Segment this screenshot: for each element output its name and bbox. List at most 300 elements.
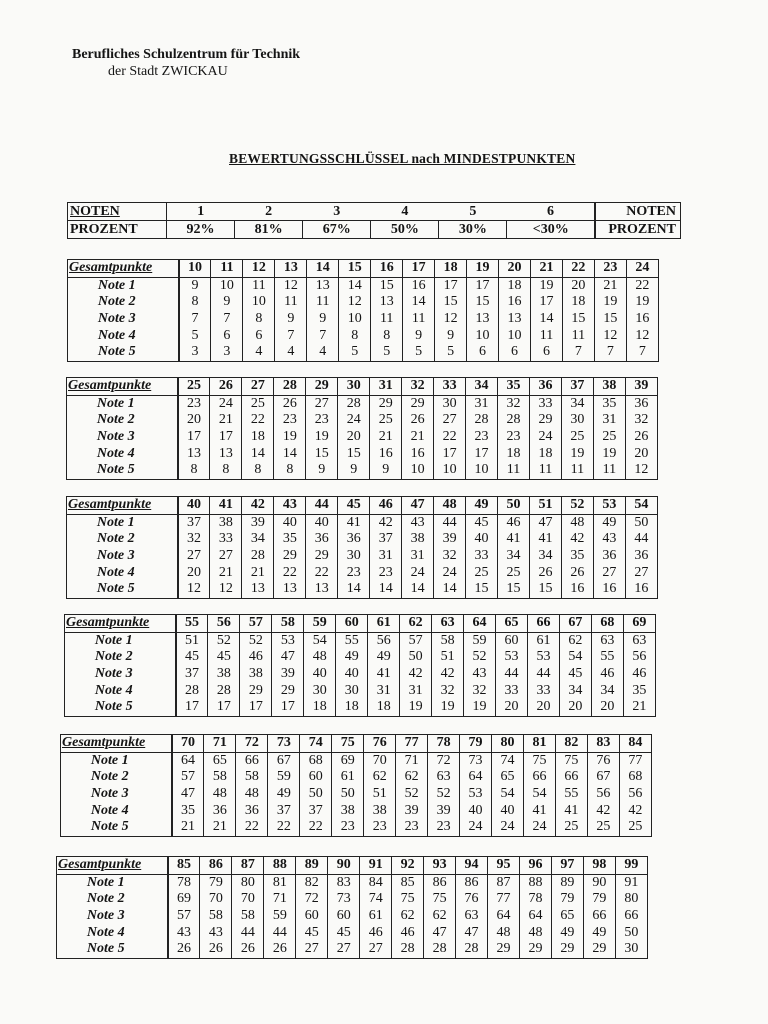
total-points-cell: 37 [561, 378, 593, 396]
min-points-cell: 37 [178, 514, 210, 531]
min-points-cell: 6 [530, 344, 562, 361]
grade-points-row [68, 311, 659, 328]
min-points-cell: 78 [519, 891, 551, 908]
grade-points-row [68, 277, 659, 294]
min-points-cell: 30 [304, 682, 336, 699]
total-points-cell: 18 [435, 260, 467, 278]
min-points-cell: 58 [204, 769, 236, 786]
min-points-cell: 12 [625, 462, 657, 479]
total-points-cell: 40 [178, 497, 210, 515]
min-points-cell: 11 [243, 277, 275, 294]
min-points-cell: 13 [499, 311, 531, 328]
grade-points-row [68, 294, 659, 311]
min-points-cell: 34 [559, 682, 591, 699]
min-points-cell: 15 [562, 311, 594, 328]
min-points-cell: 76 [587, 752, 619, 769]
grade-label: Note 4 [67, 445, 178, 462]
min-points-cell: 25 [593, 429, 625, 446]
min-points-cell: 11 [371, 311, 403, 328]
grade-label: Note 4 [65, 682, 176, 699]
min-points-cell: 28 [338, 395, 370, 412]
min-points-cell: 29 [274, 548, 306, 565]
min-points-cell: 23 [396, 819, 428, 836]
min-points-cell: 79 [551, 891, 583, 908]
total-points-cell: 77 [396, 735, 428, 753]
min-points-cell: 65 [492, 769, 524, 786]
min-points-cell: 12 [275, 277, 307, 294]
total-points-cell: 17 [403, 260, 435, 278]
min-points-cell: 28 [242, 548, 274, 565]
total-points-cell: 63 [432, 615, 464, 633]
min-points-cell: 29 [306, 548, 338, 565]
min-points-cell: 48 [236, 786, 268, 803]
min-points-cell: 31 [400, 682, 432, 699]
grade-points-row [67, 395, 658, 412]
grade-points-row [68, 327, 659, 344]
min-points-cell: 26 [402, 412, 434, 429]
total-points-cell: 44 [306, 497, 338, 515]
min-points-cell: 19 [274, 429, 306, 446]
min-points-cell: 9 [435, 327, 467, 344]
total-points-cell: 84 [619, 735, 651, 753]
min-points-cell: 88 [519, 874, 551, 891]
min-points-cell: 70 [232, 891, 264, 908]
min-points-cell: 8 [243, 311, 275, 328]
min-points-cell: 63 [623, 632, 655, 649]
min-points-cell: 12 [594, 327, 626, 344]
total-points-cell: 70 [172, 735, 204, 753]
min-points-cell: 45 [208, 649, 240, 666]
min-points-cell: 55 [336, 632, 368, 649]
min-points-cell: 20 [178, 564, 210, 581]
points-table [66, 377, 658, 480]
grade-points-row [67, 514, 658, 531]
min-points-cell: 6 [211, 327, 243, 344]
grade-row [68, 203, 681, 221]
min-points-cell: 16 [370, 445, 402, 462]
school-city: der Stadt ZWICKAU [108, 64, 228, 79]
min-points-cell: 32 [464, 682, 496, 699]
total-points-cell: 42 [242, 497, 274, 515]
min-points-cell: 25 [587, 819, 619, 836]
min-points-cell: 14 [403, 294, 435, 311]
grade-points-row [67, 462, 658, 479]
min-points-cell: 62 [392, 908, 424, 925]
min-points-cell: 32 [432, 682, 464, 699]
min-points-cell: 21 [172, 819, 204, 836]
min-points-cell: 48 [204, 786, 236, 803]
prozent-label: PROZENT [68, 221, 167, 239]
total-points-cell: 94 [456, 857, 488, 875]
min-points-cell: 23 [274, 412, 306, 429]
total-points-cell: 35 [498, 378, 530, 396]
min-points-cell: 38 [364, 802, 396, 819]
min-points-cell: 33 [466, 548, 498, 565]
min-points-cell: 15 [529, 581, 561, 598]
total-points-cell: 98 [583, 857, 615, 875]
min-points-cell: 13 [306, 581, 338, 598]
total-points-cell: 20 [499, 260, 531, 278]
min-points-cell: 80 [232, 874, 264, 891]
min-points-cell: 69 [168, 891, 200, 908]
min-points-cell: 10 [499, 327, 531, 344]
min-points-cell: 16 [561, 581, 593, 598]
min-points-cell: 12 [626, 327, 658, 344]
min-points-cell: 10 [467, 327, 499, 344]
min-points-cell: 62 [559, 632, 591, 649]
total-points-cell: 78 [428, 735, 460, 753]
total-points-cell: 29 [306, 378, 338, 396]
min-points-cell: 50 [332, 786, 364, 803]
min-points-cell: 7 [626, 344, 658, 361]
min-points-cell: 57 [168, 908, 200, 925]
min-points-cell: 33 [210, 531, 242, 548]
min-points-cell: 21 [594, 277, 626, 294]
min-points-cell: 7 [594, 344, 626, 361]
min-points-cell: 12 [435, 311, 467, 328]
min-points-cell: 30 [434, 395, 466, 412]
total-points-cell: 68 [591, 615, 623, 633]
min-points-cell: 9 [211, 294, 243, 311]
min-points-cell: 62 [396, 769, 428, 786]
min-points-cell: 78 [168, 874, 200, 891]
min-points-cell: 47 [272, 649, 304, 666]
min-points-cell: 37 [300, 802, 332, 819]
min-points-cell: 9 [403, 327, 435, 344]
min-points-cell: 19 [626, 294, 658, 311]
grade-label: Note 2 [57, 891, 168, 908]
min-points-cell: 14 [274, 445, 306, 462]
min-points-cell: 11 [561, 462, 593, 479]
total-points-cell: 79 [460, 735, 492, 753]
min-points-cell: 51 [364, 786, 396, 803]
noten-label-right: NOTEN [595, 203, 681, 221]
grade-points-row [61, 802, 652, 819]
grade-label: Note 4 [67, 564, 178, 581]
min-points-cell: 59 [264, 908, 296, 925]
total-points-cell: 16 [371, 260, 403, 278]
min-points-cell: 66 [555, 769, 587, 786]
min-points-cell: 27 [210, 548, 242, 565]
min-points-cell: 23 [466, 429, 498, 446]
min-points-cell: 40 [492, 802, 524, 819]
min-points-cell: 26 [200, 941, 232, 958]
min-points-cell: 10 [402, 462, 434, 479]
min-points-cell: 24 [460, 819, 492, 836]
min-points-cell: 40 [274, 514, 306, 531]
min-points-cell: 15 [371, 277, 403, 294]
min-points-cell: 24 [529, 429, 561, 446]
min-points-cell: 7 [562, 344, 594, 361]
min-points-cell: 18 [498, 445, 530, 462]
min-points-cell: 79 [583, 891, 615, 908]
min-points-cell: 39 [272, 666, 304, 683]
min-points-cell: 16 [403, 277, 435, 294]
percent-cell: 67% [303, 221, 371, 239]
total-points-cell: 99 [615, 857, 647, 875]
grade-points-row [65, 666, 656, 683]
total-points-cell: 97 [551, 857, 583, 875]
min-points-cell: 34 [561, 395, 593, 412]
min-points-cell: 6 [499, 344, 531, 361]
min-points-cell: 28 [176, 682, 208, 699]
grade-label: Note 2 [65, 649, 176, 666]
grade-label: Note 1 [68, 277, 179, 294]
min-points-cell: 54 [559, 649, 591, 666]
min-points-cell: 37 [268, 802, 300, 819]
min-points-cell: 37 [176, 666, 208, 683]
grade-label: Note 5 [68, 344, 179, 361]
min-points-cell: 8 [339, 327, 371, 344]
min-points-cell: 52 [396, 786, 428, 803]
min-points-cell: 36 [625, 548, 657, 565]
min-points-cell: 31 [402, 548, 434, 565]
total-points-cell: 58 [272, 615, 304, 633]
min-points-cell: 36 [625, 395, 657, 412]
grade-points-row [61, 752, 652, 769]
min-points-cell: 26 [232, 941, 264, 958]
grade-label: Note 2 [61, 769, 172, 786]
min-points-cell: 63 [591, 632, 623, 649]
min-points-cell: 50 [400, 649, 432, 666]
min-points-cell: 85 [392, 874, 424, 891]
min-points-cell: 55 [555, 786, 587, 803]
grade-label: Note 2 [67, 412, 178, 429]
total-points-cell: 69 [623, 615, 655, 633]
min-points-cell: 24 [523, 819, 555, 836]
percent-cell: <30% [507, 221, 595, 239]
min-points-cell: 20 [338, 429, 370, 446]
min-points-cell: 69 [332, 752, 364, 769]
min-points-cell: 54 [492, 786, 524, 803]
min-points-cell: 39 [396, 802, 428, 819]
min-points-cell: 71 [396, 752, 428, 769]
min-points-cell: 43 [168, 924, 200, 941]
total-points-cell: 92 [392, 857, 424, 875]
min-points-cell: 28 [208, 682, 240, 699]
min-points-cell: 58 [432, 632, 464, 649]
min-points-cell: 13 [210, 445, 242, 462]
min-points-cell: 32 [178, 531, 210, 548]
min-points-cell: 14 [402, 581, 434, 598]
min-points-cell: 60 [296, 908, 328, 925]
min-points-cell: 23 [332, 819, 364, 836]
total-points-cell: 21 [530, 260, 562, 278]
percent-cell: 30% [439, 221, 507, 239]
min-points-cell: 41 [555, 802, 587, 819]
grade-label: Note 5 [67, 581, 178, 598]
min-points-cell: 44 [527, 666, 559, 683]
total-points-label: Gesamtpunkte [68, 260, 179, 278]
grade-label: Note 3 [67, 548, 178, 565]
total-points-cell: 59 [304, 615, 336, 633]
min-points-cell: 13 [242, 581, 274, 598]
min-points-cell: 34 [498, 548, 530, 565]
min-points-cell: 49 [368, 649, 400, 666]
min-points-cell: 30 [561, 412, 593, 429]
total-points-label: Gesamtpunkte [61, 735, 172, 753]
total-points-cell: 96 [519, 857, 551, 875]
min-points-cell: 3 [179, 344, 211, 361]
total-points-cell: 65 [496, 615, 528, 633]
total-points-cell: 49 [466, 497, 498, 515]
min-points-cell: 67 [268, 752, 300, 769]
total-points-cell: 75 [332, 735, 364, 753]
min-points-cell: 6 [243, 327, 275, 344]
min-points-cell: 41 [498, 531, 530, 548]
min-points-cell: 10 [466, 462, 498, 479]
total-points-row [67, 497, 658, 515]
min-points-cell: 4 [307, 344, 339, 361]
total-points-cell: 27 [242, 378, 274, 396]
noten-label: NOTEN [68, 203, 167, 221]
min-points-cell: 27 [360, 941, 392, 958]
min-points-cell: 8 [274, 462, 306, 479]
min-points-cell: 35 [172, 802, 204, 819]
min-points-cell: 42 [432, 666, 464, 683]
percent-cell: 92% [167, 221, 235, 239]
total-points-cell: 57 [240, 615, 272, 633]
min-points-cell: 3 [211, 344, 243, 361]
min-points-cell: 12 [210, 581, 242, 598]
min-points-cell: 42 [400, 666, 432, 683]
min-points-cell: 39 [242, 514, 274, 531]
points-table [66, 496, 658, 599]
min-points-cell: 77 [488, 891, 520, 908]
min-points-cell: 36 [236, 802, 268, 819]
min-points-cell: 13 [307, 277, 339, 294]
min-points-cell: 54 [523, 786, 555, 803]
min-points-cell: 65 [204, 752, 236, 769]
total-points-cell: 83 [587, 735, 619, 753]
min-points-cell: 32 [625, 412, 657, 429]
min-points-cell: 66 [523, 769, 555, 786]
min-points-cell: 38 [332, 802, 364, 819]
min-points-cell: 26 [264, 941, 296, 958]
min-points-cell: 17 [178, 429, 210, 446]
min-points-cell: 27 [178, 548, 210, 565]
grade-points-row [67, 429, 658, 446]
total-points-cell: 95 [488, 857, 520, 875]
total-points-label: Gesamtpunkte [57, 857, 168, 875]
min-points-cell: 26 [274, 395, 306, 412]
total-points-cell: 73 [268, 735, 300, 753]
grade-label: Note 3 [57, 908, 168, 925]
grade-label: Note 3 [67, 429, 178, 446]
min-points-cell: 12 [339, 294, 371, 311]
min-points-cell: 24 [434, 564, 466, 581]
min-points-cell: 8 [210, 462, 242, 479]
min-points-cell: 61 [332, 769, 364, 786]
min-points-cell: 50 [615, 924, 647, 941]
min-points-cell: 52 [240, 632, 272, 649]
min-points-cell: 14 [530, 311, 562, 328]
min-points-cell: 6 [467, 344, 499, 361]
min-points-cell: 4 [275, 344, 307, 361]
min-points-cell: 39 [434, 531, 466, 548]
min-points-cell: 49 [268, 786, 300, 803]
grade-points-row [57, 924, 648, 941]
min-points-cell: 11 [530, 327, 562, 344]
min-points-cell: 21 [242, 564, 274, 581]
min-points-cell: 41 [368, 666, 400, 683]
total-points-cell: 19 [467, 260, 499, 278]
min-points-cell: 52 [464, 649, 496, 666]
min-points-cell: 15 [466, 581, 498, 598]
min-points-cell: 29 [370, 395, 402, 412]
total-points-cell: 80 [492, 735, 524, 753]
min-points-cell: 67 [587, 769, 619, 786]
min-points-cell: 5 [435, 344, 467, 361]
min-points-cell: 33 [529, 395, 561, 412]
min-points-cell: 53 [527, 649, 559, 666]
min-points-cell: 82 [296, 874, 328, 891]
total-points-cell: 48 [434, 497, 466, 515]
min-points-cell: 5 [179, 327, 211, 344]
grade-points-row [65, 632, 656, 649]
min-points-cell: 18 [336, 699, 368, 716]
total-points-cell: 87 [232, 857, 264, 875]
min-points-cell: 59 [268, 769, 300, 786]
min-points-cell: 25 [619, 819, 651, 836]
total-points-cell: 67 [559, 615, 591, 633]
min-points-cell: 30 [338, 548, 370, 565]
min-points-cell: 23 [306, 412, 338, 429]
min-points-cell: 42 [561, 531, 593, 548]
grade-cell: 5 [439, 203, 507, 221]
min-points-cell: 48 [488, 924, 520, 941]
min-points-cell: 45 [296, 924, 328, 941]
min-points-cell: 16 [625, 581, 657, 598]
min-points-cell: 71 [264, 891, 296, 908]
min-points-cell: 21 [402, 429, 434, 446]
grade-label: Note 1 [65, 632, 176, 649]
min-points-cell: 37 [370, 531, 402, 548]
min-points-cell: 31 [466, 395, 498, 412]
grade-label: Note 5 [67, 462, 178, 479]
grade-label: Note 3 [61, 786, 172, 803]
min-points-cell: 52 [208, 632, 240, 649]
min-points-cell: 15 [435, 294, 467, 311]
min-points-cell: 19 [400, 699, 432, 716]
min-points-cell: 31 [368, 682, 400, 699]
min-points-cell: 19 [306, 429, 338, 446]
min-points-cell: 4 [243, 344, 275, 361]
min-points-cell: 36 [593, 548, 625, 565]
grade-points-row [65, 682, 656, 699]
min-points-cell: 32 [434, 548, 466, 565]
min-points-cell: 10 [434, 462, 466, 479]
min-points-cell: 46 [498, 514, 530, 531]
total-points-cell: 52 [561, 497, 593, 515]
min-points-cell: 64 [488, 908, 520, 925]
min-points-cell: 31 [370, 548, 402, 565]
grade-label: Note 1 [67, 395, 178, 412]
min-points-cell: 27 [625, 564, 657, 581]
min-points-cell: 36 [306, 531, 338, 548]
grade-points-row [61, 819, 652, 836]
grade-points-row [67, 581, 658, 598]
grade-label: Note 3 [68, 311, 179, 328]
min-points-cell: 38 [402, 531, 434, 548]
min-points-cell: 28 [466, 412, 498, 429]
min-points-cell: 5 [371, 344, 403, 361]
min-points-cell: 23 [178, 395, 210, 412]
min-points-cell: 16 [402, 445, 434, 462]
min-points-cell: 22 [268, 819, 300, 836]
total-points-cell: 72 [236, 735, 268, 753]
min-points-cell: 14 [370, 581, 402, 598]
